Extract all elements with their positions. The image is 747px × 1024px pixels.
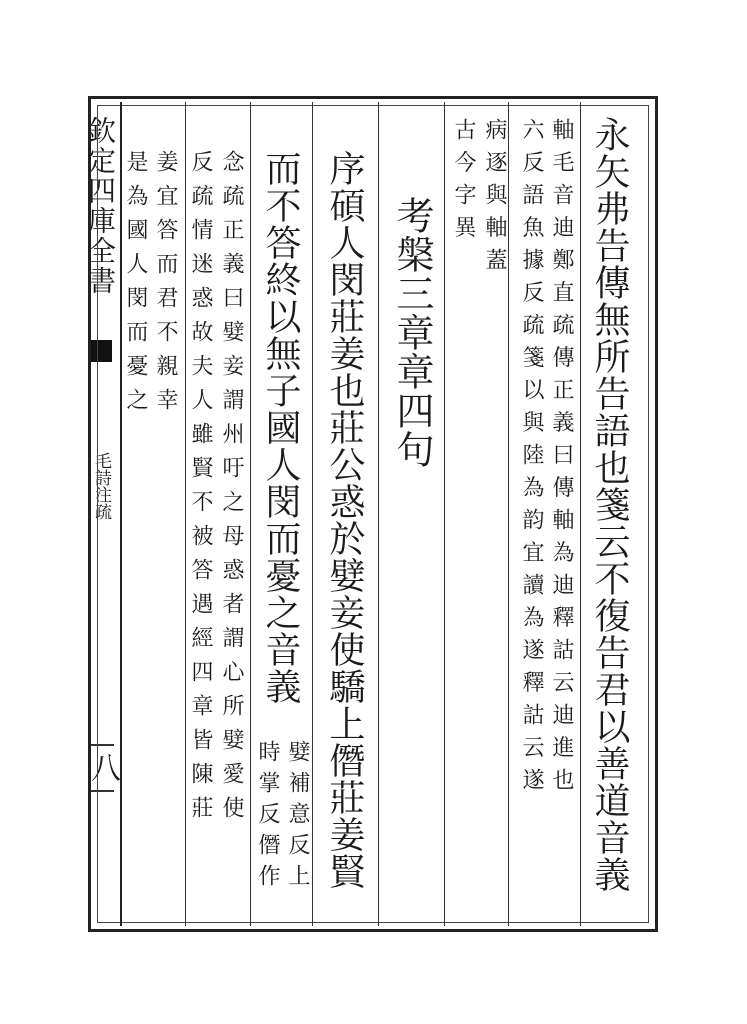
text-column-8: 而不答終以無子國人閔而憂之音義 <box>260 150 301 705</box>
text-column-7: 序碩人閔莊姜也莊公惑於嬖妾使驕上僭莊姜賢 <box>324 150 365 890</box>
text-column-10: 反疏情迷惑故夫人雖賢不被答遇經四章皆陳莊 <box>188 150 213 830</box>
text-column-2: 軸毛音迪鄭直疏傳正義曰傳軸為迪釋詁云迪進也 <box>549 118 574 801</box>
text-column-1: 永矢弗告傳無所告語也箋云不復告君以善道音義 <box>589 116 630 893</box>
section-title: 考槃三章章四句 <box>390 196 434 469</box>
column-rule <box>120 102 122 926</box>
column-rule <box>378 102 379 926</box>
text-column-4: 病逐與軸蓋 <box>482 118 507 281</box>
margin-book-title: 毛詩注疏 <box>91 452 111 520</box>
column-rule <box>580 102 581 926</box>
column-rule <box>312 102 313 926</box>
text-column-8-note-a: 嬖補意反上 <box>285 740 310 895</box>
column-rule <box>250 102 251 926</box>
text-column-11: 姜宜答而君不親幸 <box>153 150 178 422</box>
column-rule <box>444 102 445 926</box>
text-column-9: 念疏正義曰嬖妾謂州吁之母惑者謂心所嬖愛使 <box>219 150 244 830</box>
column-rule <box>185 102 186 926</box>
text-column-3: 六反語魚據反疏箋以與陸為韵宜讀為遂釋詁云遂 <box>519 118 544 801</box>
margin-page-number: 八 <box>85 752 120 782</box>
text-column-8-note-b: 時掌反僭作 <box>255 740 280 895</box>
margin-title: 欽定四庫全書 <box>84 116 117 296</box>
text-column-12: 是為國人閔而憂之 <box>123 150 148 422</box>
text-column-5: 古今字異 <box>451 118 476 248</box>
column-rule <box>508 102 509 926</box>
